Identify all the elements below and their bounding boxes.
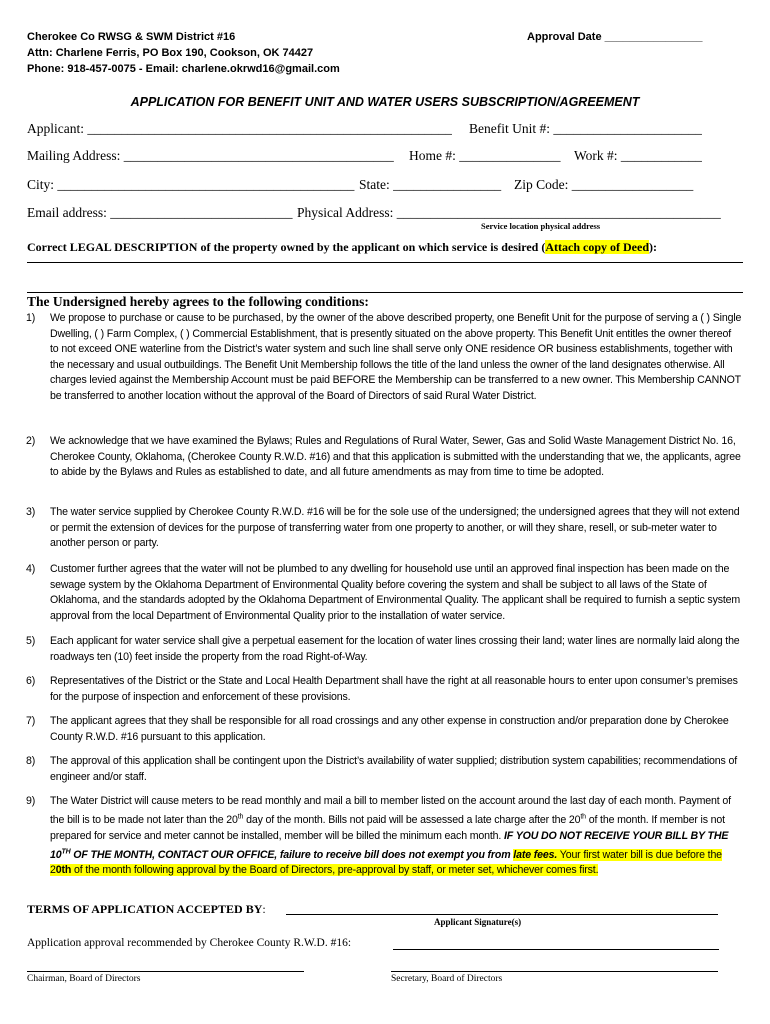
condition-text: We propose to purchase or cause to be purchased, by the owner of the above described property, one Benefit Unit for the purpose of serving a ( ) Single Dwelling, ( ) Farm Complex, ( ) Commercial Establishment, that is presently situated on the above property. This Benefit Unit entitles the owner thereof to not exceed ONE waterline from the District’s water system and such line shall serve only ONE residence OR business establishments, together with the necessary and usual outbuildings. The Benefit Unit Membership follows the title of the land unless the owner of the land designates otherwise. All charges levied against the Membership Account must be paid BEFORE the Membership can be transferred to a new owner. This Membership CANNOT be transferred to another location without the approval of the Board of Directors of said Rural Water District. — [50, 312, 742, 402]
secretary-signature-line[interactable] — [391, 971, 718, 972]
condition-number: 9) — [26, 795, 36, 807]
legal-description-line — [27, 240, 657, 255]
condition-9 — [26, 794, 742, 879]
zip-code-field[interactable]: Zip Code: __________________ — [514, 177, 694, 192]
approval-recommendation-label: Application approval recommended by Cherokee County R.W.D. #16: — [27, 937, 352, 949]
attach-deed-highlight: Attach copy of Deed — [545, 240, 649, 254]
condition-6 — [26, 674, 742, 705]
applicant-field[interactable]: Applicant: ______________________________________________________ — [27, 121, 452, 136]
benefit-unit-field[interactable]: Benefit Unit #: ______________________ — [469, 121, 702, 136]
condition-text: The Water District will cause meters to be read monthly and mail a bill to member listed on the account around the last day of each month. Payment of the bill is to be made not later than the 20th day of the month. Bills not paid will be assessed a late charge after the 20th of the month. If member is not prepared for service and meter cannot be installed, member will be billed the minimum each month. IF YOU DO NOT RECEIVE YOUR BILL BY THE 10TH OF THE MONTH, CONTACT OUR OFFICE, failure to receive bill does not exempt you from late fees. Your first water bill is due before the 20th of the month following approval by the Board of Directors, pre-approval by staff, or meter set, whichever comes first. — [50, 795, 731, 877]
condition-number: 7) — [26, 715, 36, 727]
condition-text: The applicant agrees that they shall be responsible for all road crossings and any other expense in construction and/or preparation done by Cherokee County R.W.D. #16 pursuant to this application. — [50, 715, 729, 743]
legal-description-input-line[interactable] — [27, 262, 743, 263]
condition-text: Each applicant for water service shall give a perpetual easement for the location of water lines crossing their land; water lines are normally laid along the roadways ten (10) feet inside the property from the road Right-of-Way. — [50, 635, 740, 663]
first-bill-highlight: late fees. Your first water bill is due before the 20th of the month following approval by the Board of Directors, pre-approval by staff, or meter set, whichever comes first. — [50, 848, 722, 877]
condition-number: 6) — [26, 675, 36, 687]
condition-1 — [26, 311, 742, 405]
condition-text: The water service supplied by Cherokee County R.W.D. #16 will be for the sole use of the undersigned; the undersigned agrees that they will not extend or permit the extension of devices for the purpose of transferring water from one property to another, or will they share, resell, or sub-meter water to another person or party. — [50, 506, 740, 550]
contact-line: Phone: 918-457-0075 - Email: charlene.okrwd16@gmail.com — [27, 63, 340, 75]
condition-number: 4) — [26, 563, 36, 575]
service-location-caption: Service location physical address — [481, 221, 601, 231]
applicant-signature-line[interactable] — [286, 914, 718, 915]
city-field[interactable]: City: ____________________________________________ — [27, 177, 355, 192]
legal-description-end: ): — [649, 240, 657, 254]
condition-text: Customer further agrees that the water will not be plumbed to any dwelling for household use until an approved final inspection has been made on the sewage system by the Oklahoma Department of Environmental Quality before covering the system and shall be subject to all laws of the State of Oklahoma, and the standards adopted by the Oklahoma Department of Environmental Quality. The applicant shall be required to furnish a septic system approval from the local Department of Environmental Quality prior to the installation of water service. — [50, 563, 741, 622]
condition-number: 1) — [26, 312, 36, 324]
condition-number: 2) — [26, 435, 36, 447]
home-phone-field[interactable]: Home #: _______________ — [409, 148, 561, 163]
applicant-signature-caption: Applicant Signature(s) — [434, 917, 522, 927]
terms-label: TERMS OF APPLICATION ACCEPTED BY: — [27, 902, 266, 916]
state-field[interactable]: State: ________________ — [359, 177, 502, 192]
email-address-field[interactable]: Email address: ___________________________ — [27, 205, 293, 220]
approval-date-field[interactable]: Approval Date ________________ — [527, 31, 703, 43]
chairman-signature-line[interactable] — [27, 971, 304, 972]
conditions-heading: The Undersigned hereby agrees to the following conditions: — [27, 294, 369, 309]
physical-address-field[interactable]: Physical Address: ________________________________________________ — [297, 205, 721, 220]
section-divider — [27, 292, 743, 293]
form-title: APPLICATION FOR BENEFIT UNIT AND WATER USERS SUBSCRIPTION/AGREEMENT — [130, 95, 640, 109]
condition-4 — [26, 562, 742, 624]
organization-name: Cherokee Co RWSG & SWM District #16 — [27, 31, 236, 43]
condition-number: 3) — [26, 506, 36, 518]
recommendation-line[interactable] — [393, 949, 719, 950]
condition-text: The approval of this application shall be contingent upon the District’s availability of water supplied; distribution system capabilities; recommendations of engineer and/or staff. — [50, 755, 738, 783]
condition-5 — [26, 634, 742, 665]
condition-number: 5) — [26, 635, 36, 647]
secretary-caption: Secretary, Board of Directors — [391, 974, 503, 984]
condition-text: Representatives of the District or the State and Local Health Department shall have the right at all reasonable hours to enter upon consumer’s premises for the purpose of inspection and enforcement of these provisions. — [50, 675, 738, 703]
condition-2 — [26, 434, 742, 481]
condition-number: 8) — [26, 755, 36, 767]
condition-8 — [26, 754, 742, 785]
mailing-address-field[interactable]: Mailing Address: ________________________________________ — [27, 148, 394, 163]
attention-line: Attn: Charlene Ferris, PO Box 190, Cookson, OK 74427 — [27, 47, 314, 59]
condition-text: We acknowledge that we have examined the Bylaws; Rules and Regulations of Rural Water, Sewer, Gas and Solid Waste Management District No. 16, Cherokee County, Oklahoma, (Cherokee County R.W.D. #16) and that this application is submitted with the understanding that we, the applicants, agree to abide by the Bylaws and Rules as established to date, and all future amendments as may from time to time be adopted. — [50, 435, 741, 479]
legal-description-text: Correct LEGAL DESCRIPTION of the property owned by the applicant on which service is desired ( — [27, 240, 546, 254]
work-phone-field[interactable]: Work #: ____________ — [574, 148, 702, 163]
condition-7 — [26, 714, 742, 745]
chairman-caption: Chairman, Board of Directors — [27, 974, 141, 984]
condition-3 — [26, 505, 742, 552]
